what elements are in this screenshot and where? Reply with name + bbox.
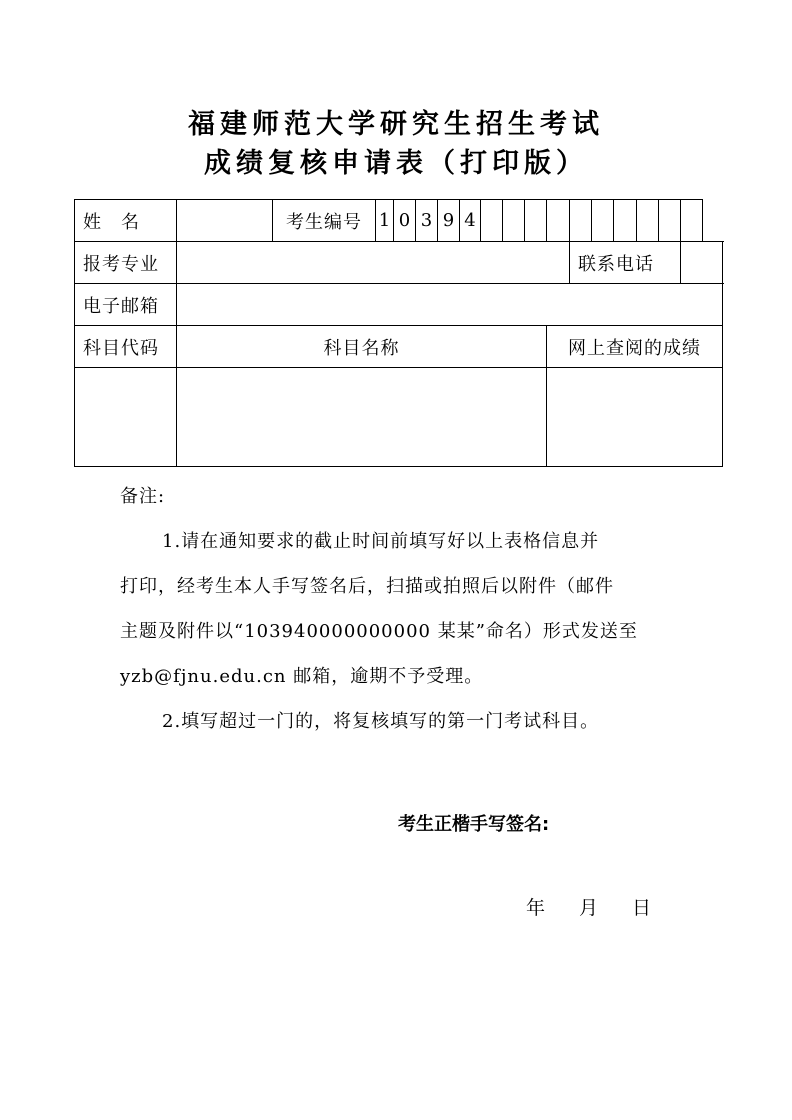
- exam-id-digit-7[interactable]: [503, 200, 525, 242]
- phone-input-cell[interactable]: [681, 242, 723, 284]
- exam-id-digit-13[interactable]: [637, 200, 659, 242]
- subject-name-label: 科目名称: [177, 326, 547, 368]
- email-input-cell[interactable]: [177, 284, 723, 326]
- application-form-table: [74, 199, 723, 467]
- email-label: 电子邮箱: [75, 284, 177, 326]
- subject-name-input-cell[interactable]: [177, 368, 547, 467]
- online-score-input-cell[interactable]: [547, 368, 723, 467]
- exam-id-digit-8[interactable]: [525, 200, 547, 242]
- phone-label: 联系电话: [570, 242, 681, 284]
- major-label: 报考专业: [75, 242, 177, 284]
- exam-id-digit-1[interactable]: 1: [376, 200, 394, 242]
- exam-id-digit-15[interactable]: [681, 200, 703, 242]
- exam-id-digit-11[interactable]: [592, 200, 614, 242]
- signature-label: 考生正楷手写签名:: [398, 814, 550, 835]
- title-line-2: 成绩复核申请表（打印版）: [204, 148, 588, 179]
- exam-id-digit-10[interactable]: [570, 200, 592, 242]
- exam-id-label: 考生编号: [273, 200, 376, 242]
- major-input-cell[interactable]: [177, 242, 570, 284]
- exam-id-digit-14[interactable]: [659, 200, 681, 242]
- exam-id-digit-3[interactable]: 3: [416, 200, 438, 242]
- notes-section: [120, 474, 680, 744]
- exam-id-digit-2[interactable]: 0: [394, 200, 416, 242]
- name-input-cell[interactable]: [177, 200, 273, 242]
- note-line-2: 打印，经考生本人手写签名后，扫描或拍照后以附件（邮件: [120, 576, 614, 597]
- exam-id-digit-9[interactable]: [547, 200, 570, 242]
- date-month: 月: [579, 897, 599, 919]
- online-score-label: 网上查阅的成绩: [547, 326, 723, 368]
- note-line-1: 1.请在通知要求的截止时间前填写好以上表格信息并: [162, 531, 600, 552]
- date-day: 日: [632, 897, 652, 919]
- subject-code-input-cell[interactable]: [75, 368, 177, 467]
- exam-id-digit-6[interactable]: [481, 200, 503, 242]
- note-line-3: 主题及附件以“103940000000000 某某”命名）形式发送至: [120, 621, 638, 642]
- subject-code-label: 科目代码: [75, 326, 177, 368]
- exam-id-digit-5[interactable]: 4: [460, 200, 481, 242]
- note-line-4: yzb@fjnu.edu.cn 邮箱，逾期不予受理。: [120, 666, 484, 687]
- title-line-1: 福建师范大学研究生招生考试: [188, 109, 604, 140]
- exam-id-digit-12[interactable]: [614, 200, 637, 242]
- notes-heading: 备注:: [120, 486, 166, 507]
- name-label: 姓 名: [75, 200, 177, 242]
- note-line-5: 2.填写超过一门的，将复核填写的第一门考试科目。: [162, 711, 600, 732]
- date-year: 年: [526, 897, 546, 919]
- exam-id-digit-4[interactable]: 9: [438, 200, 460, 242]
